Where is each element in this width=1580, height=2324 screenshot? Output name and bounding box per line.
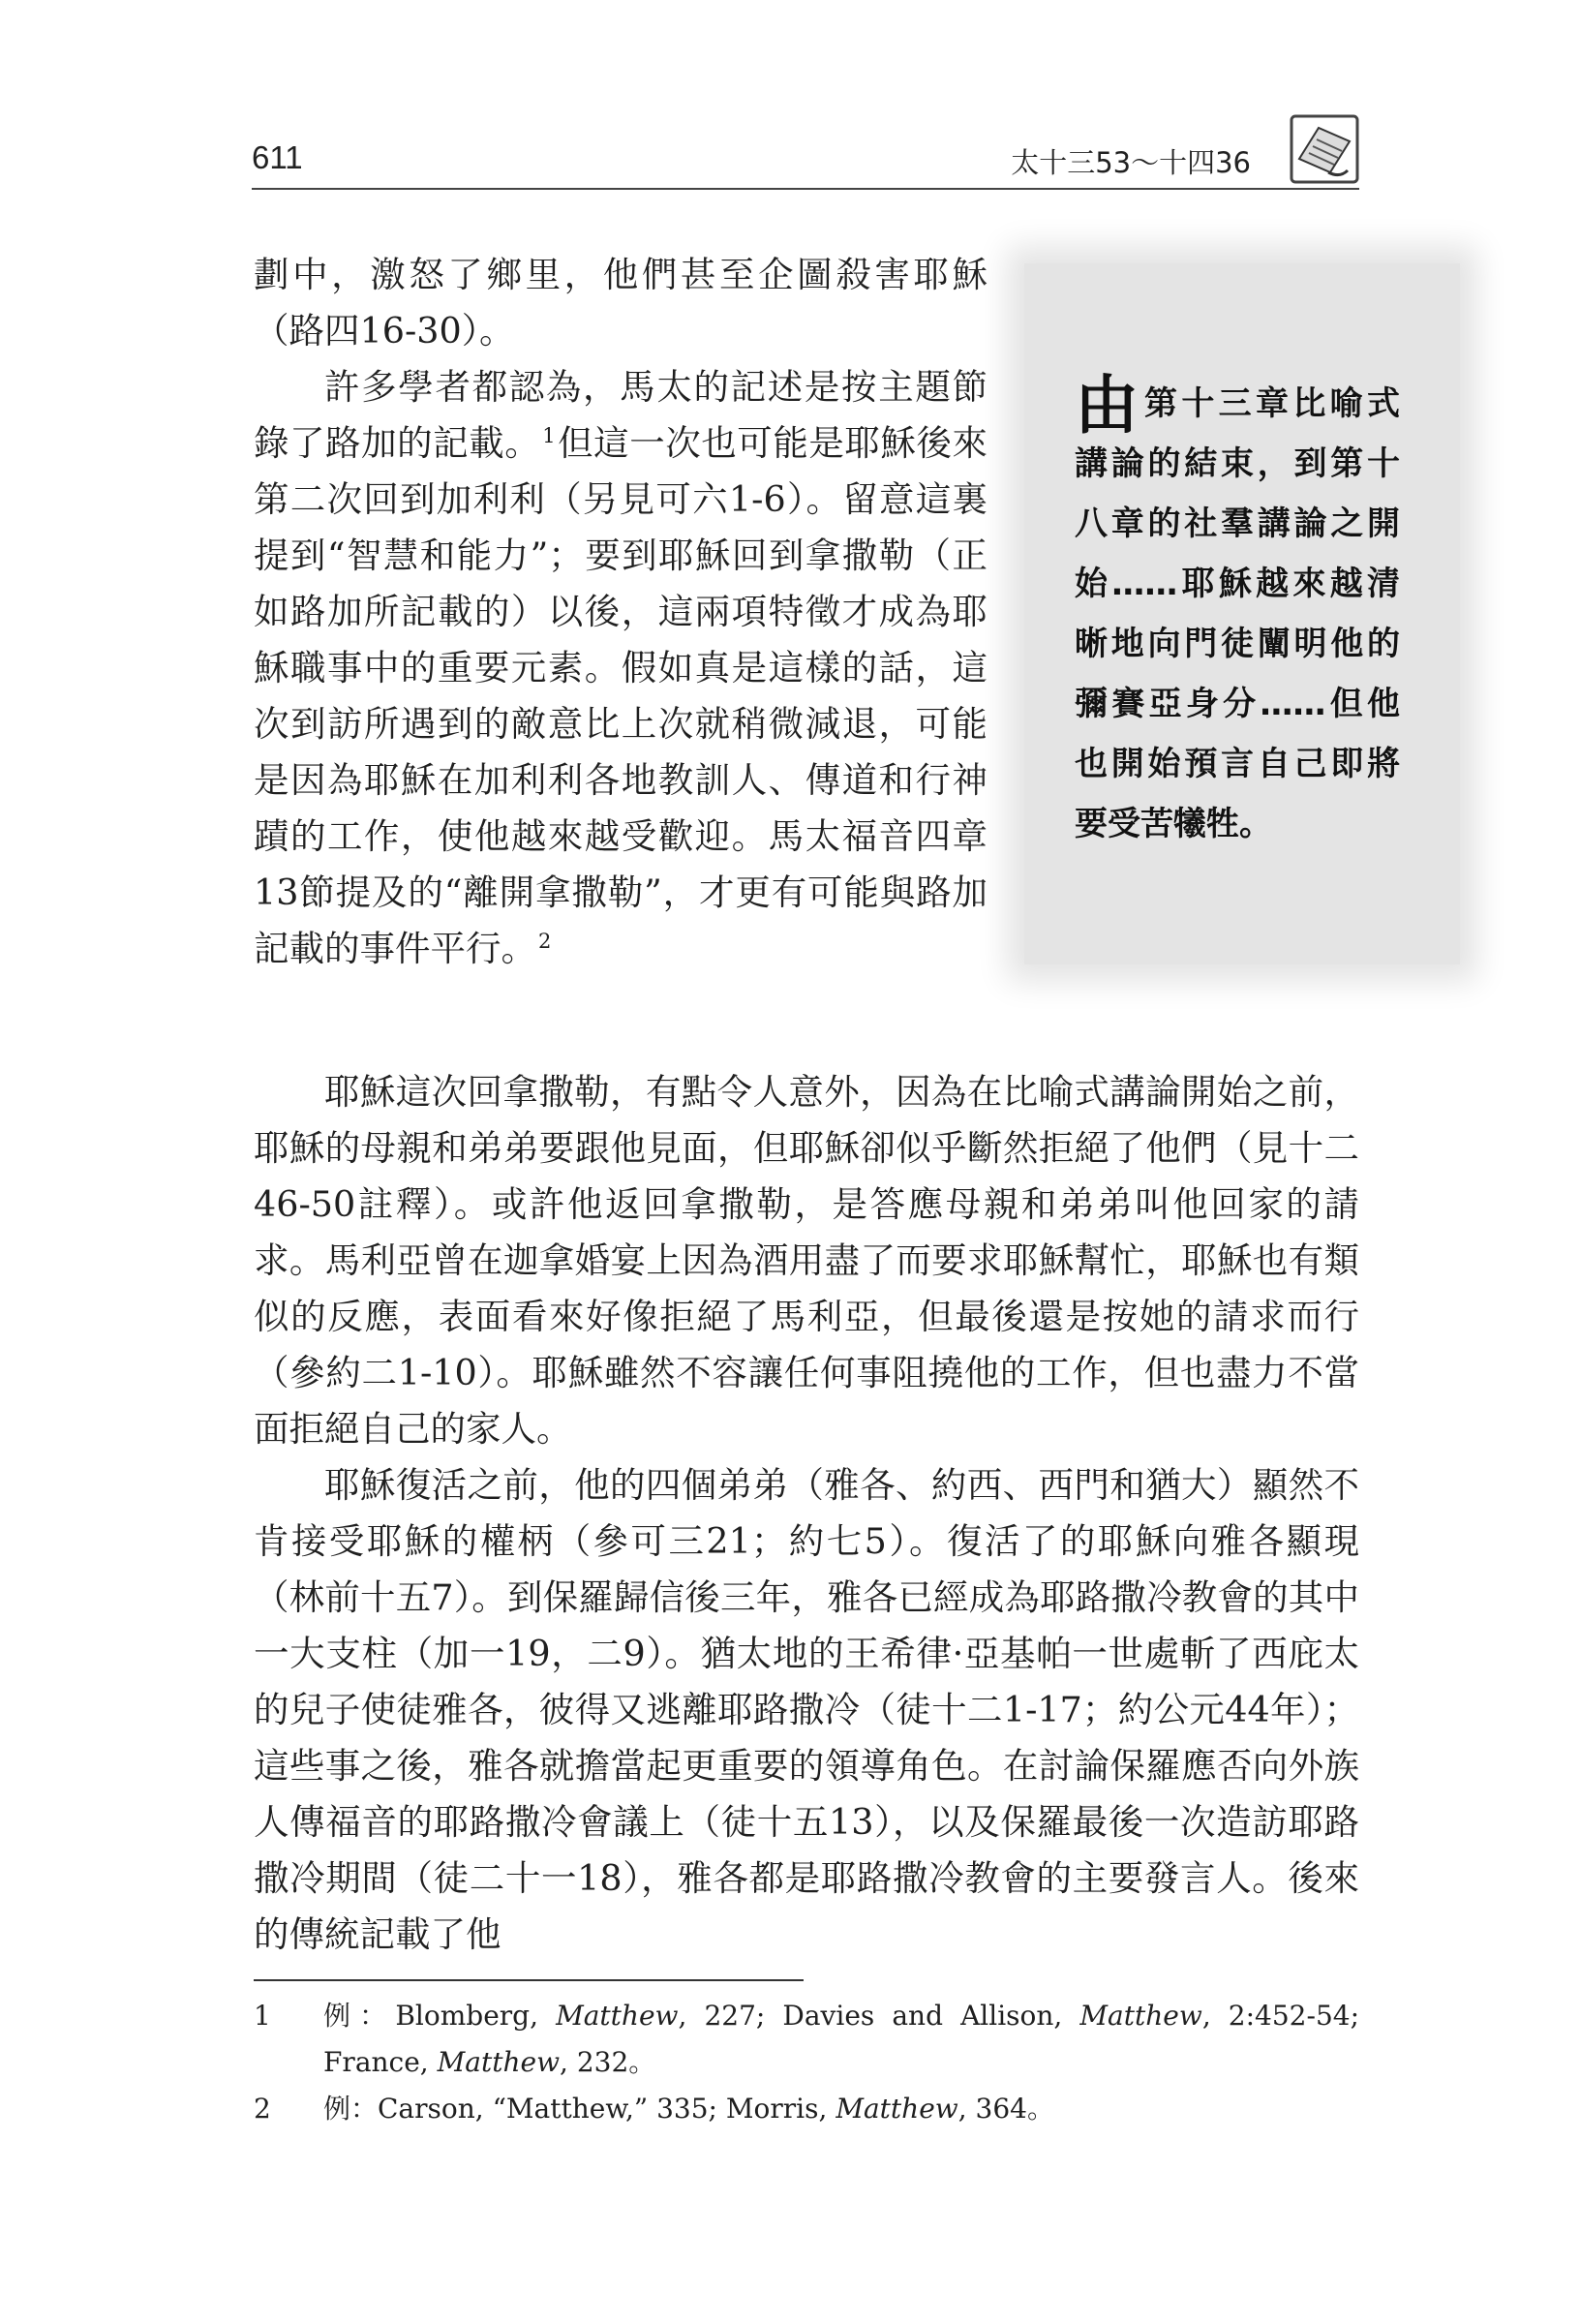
body-column-wide — [254, 1064, 1359, 1963]
footnote-number: 1 — [254, 2000, 271, 2032]
body-column-narrow — [254, 247, 988, 977]
page-header — [252, 114, 1359, 190]
footnote-number: 2 — [254, 2093, 271, 2125]
footnote — [254, 1993, 1359, 2086]
paragraph: 耶穌復活之前，他的四個弟弟（雅各、約西、西門和猶大）顯然不肯接受耶穌的權柄（參可三21；約七5）。復活了的耶穌向雅各顯現（林前十五7）。到保羅歸信後三年，雅各已經成為耶路撒冷教會的其中一大支柱（加一19，二9）。猶太地的王希律·亞基帕一世處斬了西庇太的兒子使徒雅各，彼得又逃離耶路撒冷（徒十二1-17；約公元44年）；這些事之後，雅各就擔當起更重要的領導角色。在討論保羅應否向外族人傳福音的耶路撒冷會議上（徒十五13），以及保羅最後一次造訪耶路撒冷期間（徒二十一18），雅各都是耶路撒冷教會的主要發言人。後來的傳統記載了他 — [254, 1464, 1359, 1955]
footnote-text: 例：Carson, “Matthew,” 335; Morris, Matthew, 364。 — [323, 2093, 1054, 2125]
footnote-text: 例：Blomberg, Matthew, 227; Davies and Allison, Matthew, 2:452-54; France, Matthew, 232。 — [323, 2000, 1360, 2078]
paragraph-text: 但這一次也可能是耶穌後來第二次回到加利利（另見可六1-6）。留意這裏提到“智慧和能力”；要到耶穌回到拿撒勒（正如路加所記載的）以後，這兩項特徵才成為耶穌職事中的重要元素。假如真是這樣的話，這次到訪所遇到的敵意比上次就稍微減退，可能是因為耶穌在加利利各地教訓人、傳道和行神蹟的工作，使他越來越受歡迎。馬太福音四章13節提及的“離開拿撒勒”，才更有可能與路加記載的事件平行。 — [254, 422, 988, 969]
paragraph-text: 許多學者都認為，馬太的記述是按主題節錄了路加的記載。 — [254, 366, 988, 464]
running-head: 太十三53～十四36 — [1011, 146, 1251, 179]
drop-cap: 由 — [1075, 368, 1139, 443]
paragraph: 劃中，激怒了鄉里，他們甚至企圖殺害耶穌（路四16-30）。 — [254, 254, 988, 352]
footnote-divider — [254, 1979, 804, 1981]
paragraph: 耶穌這次回拿撒勒，有點令人意外，因為在比喻式講論開始之前，耶穌的母親和弟弟要跟他見面，但耶穌卻似乎斷然拒絕了他們（見十二46-50註釋）。或許他返回拿撒勒，是答應母親和弟弟叫他回家的請求。馬利亞曾在迦拿婚宴上因為酒用盡了而要求耶穌幫忙，耶穌也有類似的反應，表面看來好像拒絕了馬利亞，但最後還是按她的請求而行（參約二1-10）。耶穌雖然不容讓任何事阻撓他的工作，但也盡力不當面拒絕自己的家人。 — [254, 1071, 1359, 1450]
footnotes — [254, 1993, 1359, 2132]
pullquote — [1075, 368, 1400, 854]
footnote-ref[interactable]: 1 — [542, 423, 556, 447]
book-icon — [1290, 114, 1359, 184]
footnote-ref[interactable]: 2 — [538, 929, 552, 953]
pullquote-text: 第十三章比喻式講論的結束，到第十八章的社羣講論之開始……耶穌越來越清晰地向門徒闡明他的彌賽亞身分……但他也開始預言自己即將要受苦犧牲。 — [1075, 384, 1400, 843]
paragraph — [254, 359, 988, 977]
page-number: 611 — [252, 139, 303, 175]
footnote — [254, 2086, 1359, 2132]
